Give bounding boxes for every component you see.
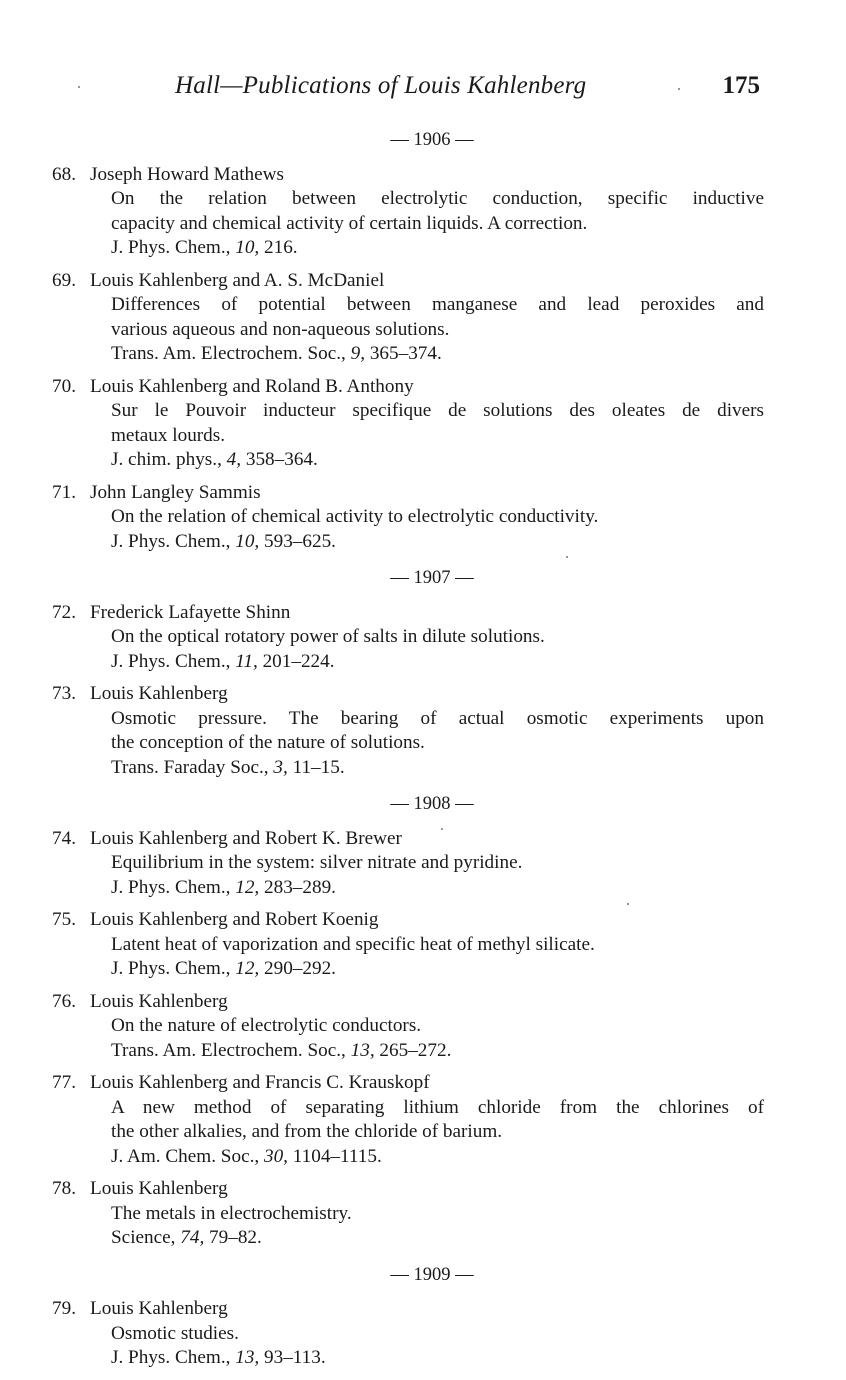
- entry-citation: [52, 957, 764, 982]
- entry-authors: Louis Kahlenberg: [90, 683, 228, 704]
- entry-number: 75.: [52, 909, 76, 930]
- entry-citation: [52, 876, 764, 901]
- entry-title-line: On the nature of electrolytic conductors.: [111, 1015, 422, 1036]
- journal-name: Science,: [111, 1227, 176, 1248]
- page-range: 593–625.: [264, 530, 336, 552]
- entry-title-line: Sur le Pouvoir inducteur specifique de solutions des oleates de divers: [111, 400, 764, 421]
- publication-entry: [52, 601, 764, 675]
- publication-entry: [52, 269, 764, 367]
- entry-head: [52, 990, 764, 1015]
- entry-citation: [52, 1145, 764, 1170]
- entry-title: [52, 399, 764, 448]
- page-range: 365–374.: [369, 343, 442, 364]
- journal-name: J. Am. Chem. Soc.,: [111, 1145, 260, 1167]
- entry-number: 76.: [52, 990, 76, 1012]
- entry-number: 78.: [52, 1178, 76, 1199]
- entry-title-line: On the relation between electrolytic conduction, specific inductive: [111, 188, 764, 209]
- entry-title: [52, 851, 764, 876]
- entry-title-line: the other alkalies, and from the chloride of barium.: [111, 1121, 503, 1142]
- journal-volume: 10,: [235, 237, 260, 258]
- publication-list: [52, 128, 764, 1379]
- entry-number: 69.: [52, 269, 76, 291]
- journal-name: J. Phys. Chem.,: [111, 530, 231, 552]
- scan-speck: [78, 86, 80, 88]
- page-range: 358–364.: [245, 449, 318, 470]
- entry-title: [52, 505, 764, 530]
- entry-number: 73.: [52, 683, 76, 704]
- entry-title: [52, 1202, 764, 1227]
- entry-head: [52, 1071, 764, 1096]
- entry-number: 71.: [52, 481, 76, 503]
- journal-volume: 4,: [226, 449, 242, 470]
- entry-head: [52, 601, 764, 626]
- running-title: Hall—Publications of Louis Kahlenberg: [175, 72, 587, 99]
- entry-head: [52, 163, 764, 188]
- entry-title-line: Osmotic pressure. The bearing of actual osmotic experiments upon: [111, 707, 764, 729]
- publication-entry: [52, 1297, 764, 1371]
- entry-title-line: Differences of potential between manganese and lead peroxides and: [111, 294, 764, 315]
- entry-citation: [52, 236, 764, 261]
- year-heading: — 1909 —: [390, 1264, 474, 1285]
- journal-name: Trans. Am. Electrochem. Soc.,: [111, 343, 346, 364]
- year-heading: — 1907 —: [390, 568, 474, 588]
- entry-citation: [52, 448, 764, 473]
- year-heading: — 1908 —: [390, 794, 474, 814]
- publication-entry: [52, 1071, 764, 1169]
- entry-title-line: the conception of the nature of solutions.: [111, 732, 425, 753]
- entry-authors: Louis Kahlenberg: [90, 1178, 228, 1199]
- page-range: 265–272.: [379, 1039, 452, 1061]
- entry-authors: Louis Kahlenberg and A. S. McDaniel: [90, 269, 385, 291]
- entry-title: [52, 625, 764, 650]
- entry-citation: [52, 1346, 764, 1371]
- entry-number: 68.: [52, 163, 76, 185]
- publication-entry: [52, 908, 764, 982]
- journal-volume: 30,: [263, 1145, 288, 1167]
- entry-authors: Louis Kahlenberg and Robert Koenig: [90, 909, 379, 930]
- page-number: 175: [722, 72, 760, 99]
- entry-citation: [52, 650, 764, 675]
- entry-authors: John Langley Sammis: [90, 481, 261, 503]
- entry-title-line: metaux lourds.: [111, 424, 226, 446]
- journal-name: Trans. Am. Electrochem. Soc.,: [111, 1039, 346, 1061]
- entry-title: [52, 187, 764, 236]
- journal-volume: 12,: [235, 958, 260, 979]
- journal-volume: 74,: [180, 1227, 205, 1248]
- page-range: 1104–1115.: [292, 1145, 382, 1167]
- entry-number: 72.: [52, 601, 76, 623]
- journal-name: J. Phys. Chem.,: [111, 958, 231, 979]
- entry-title: [52, 1096, 764, 1145]
- entry-head: [52, 481, 764, 506]
- entry-head: [52, 908, 764, 933]
- entry-authors: Joseph Howard Mathews: [90, 163, 284, 185]
- journal-volume: 13,: [235, 1347, 260, 1368]
- entry-authors: Louis Kahlenberg: [90, 1298, 228, 1319]
- page-range: 93–113.: [264, 1347, 326, 1368]
- entry-citation: [52, 342, 764, 367]
- entry-number: 79.: [52, 1298, 76, 1319]
- scan-speck: [441, 828, 443, 830]
- entry-citation: [52, 530, 764, 555]
- entry-authors: Frederick Lafayette Shinn: [90, 601, 291, 623]
- entry-head: [52, 1297, 764, 1322]
- entry-head: [52, 1177, 764, 1202]
- entry-authors: Louis Kahlenberg: [90, 990, 228, 1012]
- journal-name: J. Phys. Chem.,: [111, 1347, 231, 1368]
- journal-name: J. Phys. Chem.,: [111, 237, 231, 258]
- page-range: 290–292.: [264, 958, 336, 979]
- entry-authors: Louis Kahlenberg and Francis C. Krauskopf: [90, 1072, 430, 1093]
- journal-volume: 9,: [350, 343, 366, 364]
- entry-title-line: A new method of separating lithium chloride from the chlorines of: [111, 1096, 764, 1118]
- publication-entry: [52, 682, 764, 780]
- journal-volume: 13,: [350, 1039, 375, 1061]
- entry-citation: [52, 1039, 764, 1064]
- entry-head: [52, 682, 764, 707]
- entry-title-line: Latent heat of vaporization and specific heat of methyl silicate.: [111, 933, 595, 955]
- publication-entry: [52, 1177, 764, 1251]
- publication-entry: [52, 163, 764, 261]
- entry-number: 70.: [52, 375, 76, 397]
- entry-title: [52, 933, 764, 958]
- scan-speck: [566, 556, 568, 558]
- entry-authors: Louis Kahlenberg and Robert K. Brewer: [90, 827, 402, 849]
- page-range: 216.: [264, 237, 298, 258]
- entry-title-line: Osmotic studies.: [111, 1322, 239, 1344]
- entry-citation: [52, 756, 764, 781]
- journal-volume: 10,: [235, 530, 260, 552]
- entry-title: [52, 293, 764, 342]
- page-range: 283–289.: [264, 876, 336, 898]
- entry-citation: [52, 1226, 764, 1251]
- publication-entry: [52, 990, 764, 1064]
- journal-name: Trans. Faraday Soc.,: [111, 756, 269, 778]
- year-heading: — 1906 —: [390, 130, 474, 150]
- entry-head: [52, 375, 764, 400]
- journal-volume: 3,: [273, 756, 288, 778]
- entry-number: 74.: [52, 827, 76, 849]
- entry-title-line: capacity and chemical activity of certain liquids. A correction.: [111, 212, 588, 234]
- journal-name: J. Phys. Chem.,: [111, 876, 231, 898]
- entry-title: [52, 1014, 764, 1039]
- scan-speck: [627, 903, 629, 905]
- entry-head: [52, 827, 764, 852]
- publication-entry: [52, 827, 764, 901]
- publication-entry: [52, 375, 764, 473]
- entry-title-line: The metals in electrochemistry.: [111, 1202, 352, 1224]
- entry-authors: Louis Kahlenberg and Roland B. Anthony: [90, 375, 414, 397]
- publication-entry: [52, 481, 764, 555]
- page-range: 11–15.: [292, 756, 345, 778]
- entry-title: [52, 707, 764, 756]
- journal-name: J. Phys. Chem.,: [111, 650, 231, 672]
- journal-name: J. chim. phys.,: [111, 449, 222, 470]
- running-header: [0, 72, 846, 106]
- journal-volume: 12,: [235, 876, 260, 898]
- entry-number: 77.: [52, 1072, 76, 1093]
- entry-title-line: Equilibrium in the system: silver nitrate and pyridine.: [111, 852, 523, 873]
- page-range: 201–224.: [262, 650, 335, 672]
- entry-head: [52, 269, 764, 294]
- page-range: 79–82.: [209, 1227, 262, 1248]
- journal-volume: 11,: [235, 650, 258, 672]
- entry-title-line: On the relation of chemical activity to electrolytic conductivity.: [111, 506, 599, 527]
- entry-title: [52, 1322, 764, 1347]
- entry-title-line: On the optical rotatory power of salts in dilute solutions.: [111, 626, 545, 647]
- entry-title-line: various aqueous and non-aqueous solutions.: [111, 318, 450, 340]
- scan-speck: [678, 88, 680, 90]
